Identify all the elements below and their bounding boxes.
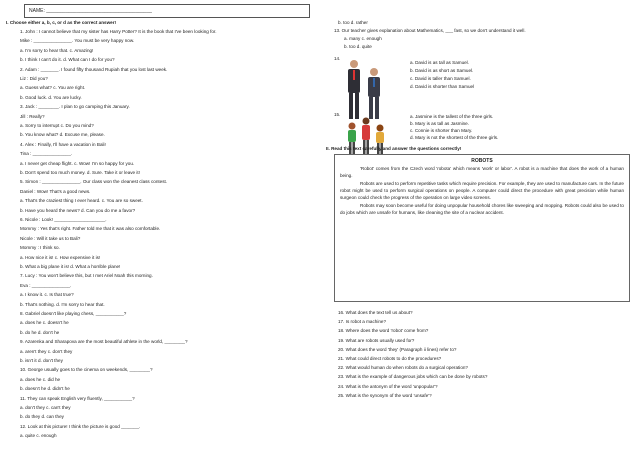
q13-option-a: a. many c. enough bbox=[344, 36, 382, 41]
essay-question: 17. Is robot a machine? bbox=[338, 319, 387, 325]
left-question-line: a. I'm sorry to hear that. c. Amazing! bbox=[20, 47, 94, 53]
left-question-line: b. Don't spend too much money. d. Sure. Take it or leave it! bbox=[20, 170, 140, 175]
left-question-line: b. I think I can't do it. d. What can I do for you? bbox=[20, 57, 115, 63]
section-2-title: II. Read this text carefully and answer the questions correctly! bbox=[326, 146, 462, 151]
left-question-line: a. I never get cheap flight. c. Wow! I'm so happy for you. bbox=[20, 160, 135, 166]
two-men-illustration bbox=[342, 58, 388, 124]
left-question-line: b. What a big plane it is! d. What a horrible plane! bbox=[20, 264, 121, 269]
right-column bbox=[326, 20, 630, 450]
left-question-line: b. Have you heard the news? d. Can you do me a favor? bbox=[20, 207, 136, 213]
left-question-line: 6. Nicole : Look! ____________________. bbox=[20, 217, 107, 222]
q15-option: b. Mary is as tall as Jasmine. bbox=[410, 121, 469, 126]
left-question-line: b. doesn't he d. didn't he bbox=[20, 386, 70, 392]
left-question-line: Jill : Really? bbox=[20, 113, 45, 119]
q12-option-b: b. too d. rather bbox=[338, 20, 368, 25]
left-question-line: a. quite c. enough bbox=[20, 433, 57, 439]
left-question-line: a. does he c. did he bbox=[20, 376, 61, 382]
reading-paragraphs bbox=[340, 165, 624, 216]
left-question-line: a. Guess what? c. You are right. bbox=[20, 85, 86, 91]
left-question-line: b. That's nothing. d. I'm sorry to hear that. bbox=[20, 301, 105, 307]
left-question-line: Mommy : I think so. bbox=[20, 245, 60, 251]
reading-paragraph: Robots are used to perform repetitive tasks which require precision. For example, they are used to manufacture cars. In the future robot might be used to perform surgical operations on people. A computer could direct the procedure with great precision while human surgeon could check the progress of the operation on large video screens. bbox=[340, 181, 624, 200]
left-question-line: b. Good luck. d. You are lucky. bbox=[20, 94, 82, 100]
left-question-line: 12. Look at this picture! I think the picture is good _______. bbox=[20, 423, 141, 429]
reading-paragraph: 'Robot' comes from the Czech word 'robota' which means 'work' or labor'. A robot is a machine that does the work of a human being. bbox=[340, 166, 624, 178]
left-question-line: Liz : Did you? bbox=[20, 76, 48, 81]
left-question-line: Eva : _______________. bbox=[20, 282, 72, 288]
left-question-line: Daniel : Wow! That's a good news. bbox=[20, 188, 91, 194]
left-question-line: 9. Azarenka and Sharapova are the most beautiful athlete in the world, ________? bbox=[20, 339, 188, 345]
reading-paragraph: Robots may soon become useful for doing unpopular household chores like sweeping and mopping. Robots could also be used to do jobs which are unsafe for humans, like cleaning the site of a nuclear accident. bbox=[340, 203, 624, 215]
left-column bbox=[6, 20, 316, 450]
left-question-line: 7. Lucy : You won't believe this, but I met Ariel Noah this morning. bbox=[20, 273, 153, 279]
left-question-line: a. don't they c. can't they bbox=[20, 405, 71, 410]
left-question-line: b. do they d. can they bbox=[20, 414, 64, 420]
name-field[interactable]: NAME: ______________________________________ bbox=[24, 4, 310, 18]
left-question-line: a. How nice it is! c. How expensive it is! bbox=[20, 254, 101, 260]
q13-text: 13. Our teacher gives explanation about Mathematics, ___ fast, so we don't understand it well. bbox=[334, 28, 526, 33]
section-1-title: I. Choose either a, b, c, or d as the correct answer! bbox=[6, 20, 117, 25]
left-question-line: 5. Simon : _______________. Our class won the cleanest class contest. bbox=[20, 179, 168, 185]
left-question-line: a. That's the craziest thing I ever heard. c. You are so sweet. bbox=[20, 198, 143, 204]
essay-question: 18. Where does the word 'robot' come from? bbox=[338, 328, 429, 334]
essay-question: 16. What does the text tell us about? bbox=[338, 310, 413, 315]
q13-option-b: b. too d. quite bbox=[344, 44, 372, 49]
left-question-line: Nicole : Will it take us to Bali? bbox=[20, 235, 81, 241]
q14-number: 14. bbox=[334, 56, 341, 61]
essay-question: 25. What is the synonym of the word 'unsafe'? bbox=[338, 392, 432, 398]
left-question-line: b. You know what? d. Excuse me, please. bbox=[20, 132, 105, 138]
left-question-line: a. I know it. c. Is that true? bbox=[20, 292, 74, 298]
essay-question: 24. What is the antonym of the word 'unpopular'? bbox=[338, 383, 438, 389]
left-question-line: 11. They can speak English very fluently, ___________? bbox=[20, 395, 135, 401]
left-question-line: b. isn't it d. don't they bbox=[20, 358, 63, 363]
q14-option: a. David is as tall as Samuel. bbox=[410, 60, 469, 65]
left-question-line: b. do he d. don't he bbox=[20, 329, 60, 335]
left-question-line: Tina : _______________. bbox=[20, 151, 73, 157]
left-question-line: a. aren't they c. don't they bbox=[20, 348, 73, 354]
left-question-line: a. does he c. doesn't he bbox=[20, 320, 69, 326]
essay-question: 22. What would human do when robots do a surgical operation? bbox=[338, 365, 468, 371]
essay-question: 23. What is the example of dangerous jobs which can be done by robots? bbox=[338, 374, 488, 380]
left-question-line: 3. Jack : ________. I plan to go camping this January. bbox=[20, 104, 130, 110]
q15-option: d. Mary is not the shortest of the three girls. bbox=[410, 135, 499, 140]
q15-option: c. Connie is shorter than Mary. bbox=[410, 128, 473, 133]
q15-number: 15. bbox=[334, 112, 341, 117]
q14-option: b. David is as short as Samuel. bbox=[410, 68, 474, 73]
left-question-line: Mike : _______________. You must be very happy now. bbox=[20, 38, 135, 44]
q14-option: c. David is taller than Samuel. bbox=[410, 76, 471, 81]
left-question-line: 8. Gabriel doesn't like playing chess, ___________? bbox=[20, 311, 127, 316]
q15-option: a. Jasmine is the tallest of the three girls. bbox=[410, 114, 494, 119]
left-question-line: 2. Adam : _______. I found fifty thousand Rupiah that you lost last week. bbox=[20, 66, 168, 72]
essay-question: 19. What are robots usually used for? bbox=[338, 337, 415, 343]
reading-title: ROBOTS bbox=[471, 158, 493, 164]
left-question-line: 4. Alex : Finally, I'll have a vacation in Bali! bbox=[20, 141, 106, 147]
essay-question: 21. What could direct robots to do the procedures? bbox=[338, 356, 442, 361]
q14-option: d. David is shorter than Samuel bbox=[410, 84, 475, 89]
left-question-line: a. Sorry to interrupt c. Do you mind? bbox=[20, 123, 94, 128]
reading-passage-box bbox=[334, 154, 630, 302]
left-question-line: Mommy : Yes that's right. Father told me that it was also comfortable. bbox=[20, 226, 161, 232]
left-question-line: 10. George usually goes to the cinema on weekends, ________? bbox=[20, 367, 153, 373]
essay-question: 20. What does the word 'they' (Paragraph ii lines) refer to? bbox=[338, 346, 457, 352]
left-question-line: 1. John : I cannot believe that my sister has Harry Potter? It is the book that I've been looking for. bbox=[20, 29, 217, 34]
